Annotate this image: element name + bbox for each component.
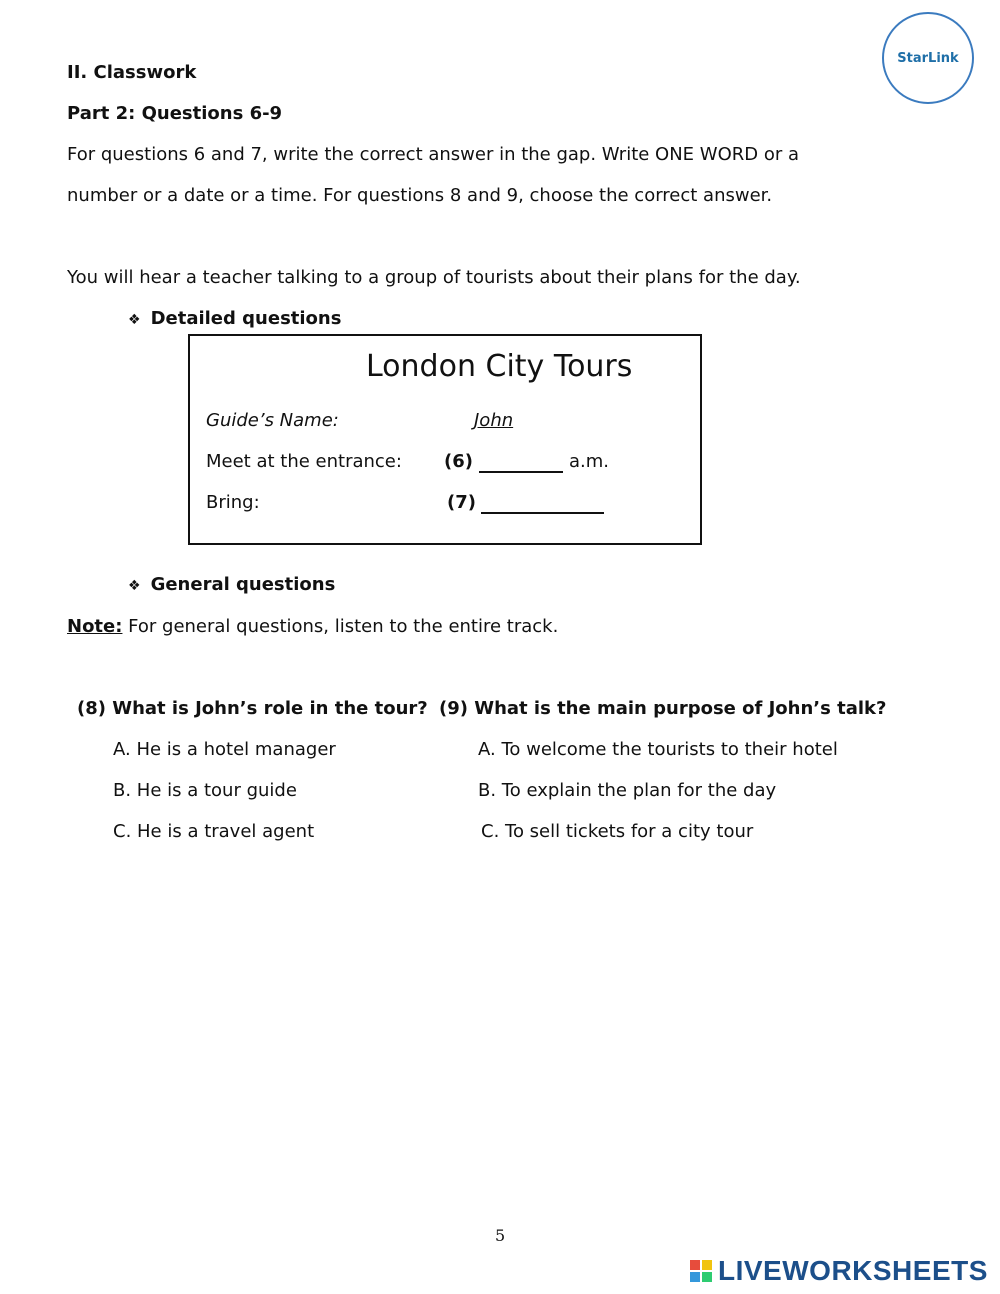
starlink-logo <box>882 12 974 104</box>
q9-option-a[interactable]: A. To welcome the tourists to their hotel <box>478 739 838 760</box>
liveworksheets-logo <box>690 1254 990 1288</box>
general-heading <box>128 574 335 595</box>
liveworksheets-blocks-icon <box>690 1260 712 1282</box>
note-label: Note: <box>67 616 123 637</box>
general-heading-text: General questions <box>150 574 336 595</box>
question-7-answer-blank[interactable] <box>481 496 604 514</box>
tour-title: London City Tours <box>366 349 633 384</box>
question-6-answer-blank[interactable] <box>479 455 563 473</box>
guide-value: John <box>474 410 514 431</box>
liveworksheets-text: LIVEWORKSHEETS <box>718 1255 988 1286</box>
section-title: II. Classwork <box>67 62 197 83</box>
note-text: For general questions, listen to the entire track. <box>122 616 559 637</box>
question-9: (9) What is the main purpose of John’s talk? <box>439 698 887 719</box>
question-8: (8) What is John’s role in the tour? <box>77 698 428 719</box>
meet-suffix: a.m. <box>569 451 610 472</box>
detailed-heading <box>128 308 341 329</box>
bring-label: Bring: <box>206 492 260 513</box>
meet-label: Meet at the entrance: <box>206 451 402 472</box>
q9-option-c[interactable]: C. To sell tickets for a city tour <box>481 821 754 842</box>
question-7-number: (7) <box>447 492 476 513</box>
q8-option-b[interactable]: B. He is a tour guide <box>113 780 297 801</box>
instruction-line-1: For questions 6 and 7, write the correct answer in the gap. Write ONE WORD or a <box>67 144 799 165</box>
q8-option-a[interactable]: A. He is a hotel manager <box>113 739 336 760</box>
q8-option-c[interactable]: C. He is a travel agent <box>113 821 315 842</box>
detailed-heading-text: Detailed questions <box>150 308 342 329</box>
diamond-bullet-icon: ❖ <box>128 312 141 328</box>
question-6-number: (6) <box>444 451 473 472</box>
context-text: You will hear a teacher talking to a group of tourists about their plans for the day. <box>67 267 801 288</box>
note <box>67 616 558 637</box>
q9-option-b[interactable]: B. To explain the plan for the day <box>478 780 777 801</box>
part-title: Part 2: Questions 6-9 <box>67 103 283 124</box>
logo-text: StarLink <box>897 50 959 66</box>
instruction-line-2: number or a date or a time. For questions 8 and 9, choose the correct answer. <box>67 185 773 206</box>
page-number: 5 <box>495 1226 506 1245</box>
guide-label: Guide’s Name: <box>206 410 339 431</box>
diamond-bullet-icon: ❖ <box>128 578 141 594</box>
